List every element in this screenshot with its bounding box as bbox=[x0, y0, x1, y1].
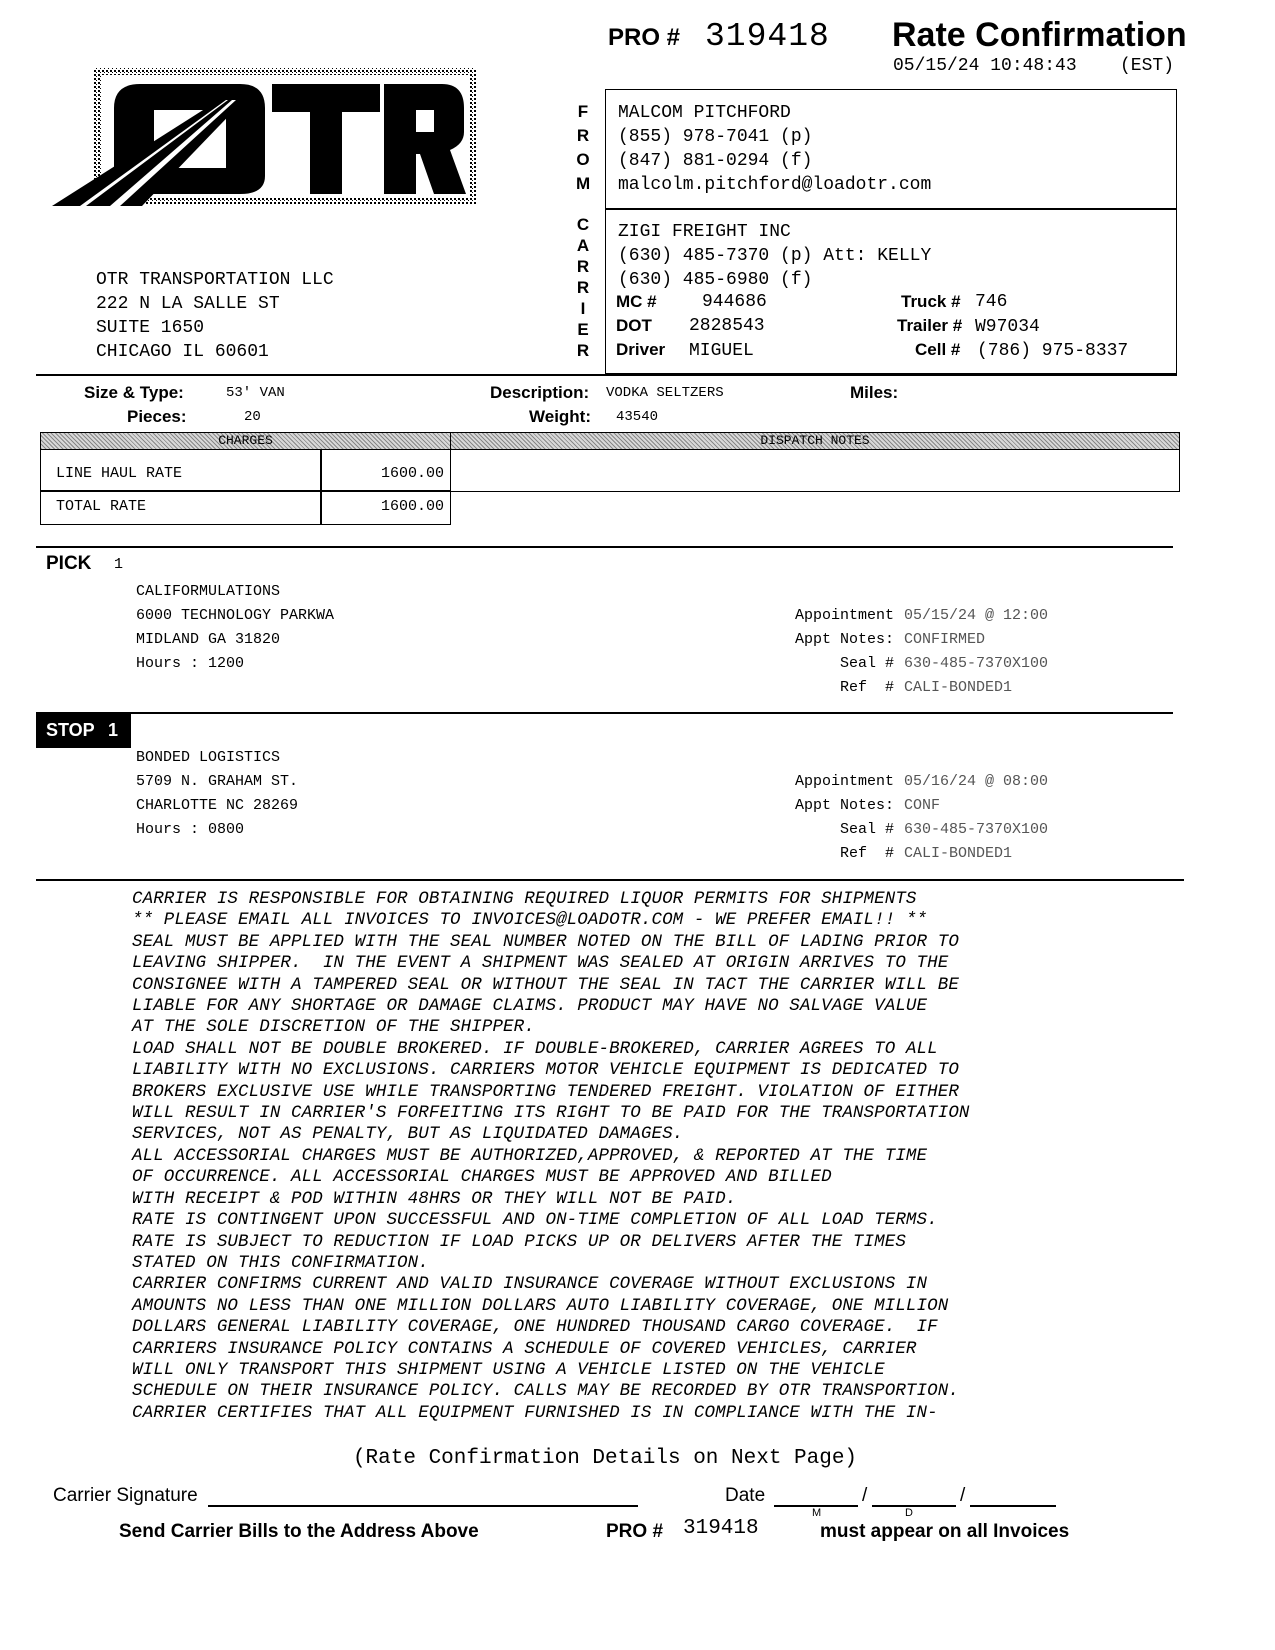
carrier-side-label: CARRIER bbox=[576, 215, 590, 360]
terms-line: LIABLE FOR ANY SHORTAGE OR DAMAGE CLAIMS. PRODUCT MAY HAVE NO SALVAGE VALUE bbox=[132, 996, 928, 1017]
ref-label: Ref # bbox=[839, 679, 894, 696]
trailer-label: Trailer # bbox=[897, 316, 963, 335]
terms-line: WILL ONLY TRANSPORT THIS SHIPMENT USING A VEHICLE LISTED ON THE VEHICLE bbox=[132, 1359, 885, 1380]
pro-number: 319418 bbox=[705, 18, 830, 55]
cell-label: Cell # bbox=[915, 340, 961, 359]
terms-line: LOAD SHALL NOT BE DOUBLE BROKERED. IF DOUBLE-BROKERED, CARRIER AGREES TO ALL bbox=[132, 1038, 938, 1059]
pick-name: CALIFORMULATIONS bbox=[136, 583, 281, 600]
terms-line: LIABILITY WITH NO EXCLUSIONS. CARRIERS MOTOR VEHICLE EQUIPMENT IS DEDICATED TO bbox=[132, 1060, 959, 1081]
terms-line: DOLLARS GENERAL LIABILITY COVERAGE, ONE HUNDRED THOUSAND CARGO COVERAGE. IF bbox=[132, 1317, 938, 1338]
pick-rule bbox=[36, 546, 1173, 548]
driver-label: Driver bbox=[616, 340, 666, 359]
send-bills-note: Send Carrier Bills to the Address Above bbox=[119, 1521, 479, 1542]
print-datetime: 05/15/24 10:48:43 bbox=[893, 56, 1077, 76]
weight-value: 43540 bbox=[616, 409, 659, 425]
terms-line: WILL RESULT IN CARRIER'S FORFEITING ITS RIGHT TO BE PAID FOR THE TRANSPORTATION bbox=[132, 1103, 970, 1124]
dispatch-notes-box bbox=[450, 449, 1180, 492]
from-email[interactable]: malcolm.pitchford@loadotr.com bbox=[618, 175, 932, 195]
ref-label: Ref # bbox=[839, 845, 894, 862]
terms-line: CONSIGNEE WITH A TAMPERED SEAL OR WITHOUT THE SEAL IN TACT THE CARRIER WILL BE bbox=[132, 974, 959, 995]
terms-block bbox=[132, 889, 970, 1424]
carrier-contact bbox=[618, 220, 931, 292]
appointment-value: 05/15/24 @ 12:00 bbox=[904, 607, 1049, 624]
charge-label: LINE HAUL RATE bbox=[56, 465, 183, 482]
pieces-value: 20 bbox=[244, 409, 261, 425]
signature-label: Carrier Signature bbox=[53, 1485, 198, 1506]
date-day-line[interactable] bbox=[872, 1505, 956, 1507]
charge-amount: 1600.00 bbox=[380, 498, 444, 515]
next-page-note: (Rate Confirmation Details on Next Page) bbox=[352, 1447, 858, 1470]
terms-line: OF OCCURRENCE. ALL ACCESSORIAL CHARGES MUST BE APPROVED AND BILLED bbox=[132, 1167, 832, 1188]
pick-street: 6000 TECHNOLOGY PARKWA bbox=[136, 607, 335, 624]
signature-line[interactable] bbox=[208, 1505, 638, 1507]
pieces-label: Pieces: bbox=[127, 407, 187, 426]
pick-address bbox=[136, 580, 334, 676]
company-name: OTR TRANSPORTATION LLC bbox=[96, 270, 334, 290]
company-suite: SUITE 1650 bbox=[96, 318, 205, 338]
ref-value: CALI-BONDED1 bbox=[904, 679, 1013, 696]
appointment-value: 05/16/24 @ 08:00 bbox=[904, 773, 1049, 790]
truck-number: 746 bbox=[975, 292, 1008, 312]
appointment-label: Appointment bbox=[794, 607, 894, 624]
appt-notes-value: CONFIRMED bbox=[904, 631, 986, 648]
charge-label: TOTAL RATE bbox=[56, 498, 147, 515]
terms-line: BROKERS EXCLUSIVE USE WHILE TRANSPORTING TENDERED FREIGHT. VIOLATION OF EITHER bbox=[132, 1081, 959, 1102]
page-title: Rate Confirmation bbox=[892, 16, 1187, 54]
terms-line: SERVICES, NOT AS PENALTY, BUT AS LIQUIDATED DAMAGES. bbox=[132, 1124, 684, 1145]
otr-logo bbox=[50, 66, 480, 208]
stop-appt-values bbox=[904, 770, 1048, 866]
trailer-number: W97034 bbox=[975, 317, 1040, 337]
pick-hours: Hours : 1200 bbox=[136, 655, 245, 672]
terms-line: CARRIER CONFIRMS CURRENT AND VALID INSURANCE COVERAGE WITHOUT EXCLUSIONS IN bbox=[132, 1274, 928, 1295]
size-type-value: 53' VAN bbox=[226, 385, 285, 401]
header-rule bbox=[36, 374, 1177, 376]
driver-name: MIGUEL bbox=[689, 341, 754, 361]
stop-hours: Hours : 0800 bbox=[136, 821, 245, 838]
from-name: MALCOM PITCHFORD bbox=[618, 103, 791, 123]
charges-header: CHARGES bbox=[218, 433, 273, 448]
seal-value: 630-485-7370X100 bbox=[904, 655, 1049, 672]
from-phone: (855) 978-7041 (p) bbox=[618, 127, 813, 147]
seal-label: Seal # bbox=[839, 821, 894, 838]
appt-notes-label: Appt Notes: bbox=[794, 797, 894, 814]
dot-number: 2828543 bbox=[689, 316, 765, 336]
carrier-fax: (630) 485-6980 (f) bbox=[618, 270, 813, 290]
carrier-phone: (630) 485-7370 (p) Att: KELLY bbox=[618, 246, 932, 266]
terms-line: RATE IS CONTINGENT UPON SUCCESSFUL AND ON-TIME COMPLETION OF ALL LOAD TERMS. bbox=[132, 1210, 938, 1231]
pick-city: MIDLAND GA 31820 bbox=[136, 631, 281, 648]
stop-address bbox=[136, 746, 298, 842]
mc-number: 944686 bbox=[702, 292, 767, 312]
terms-rule bbox=[36, 879, 1184, 881]
appt-notes-label: Appt Notes: bbox=[794, 631, 894, 648]
from-contact bbox=[618, 101, 931, 197]
date-slash: / bbox=[862, 1485, 868, 1506]
company-city: CHICAGO IL 60601 bbox=[96, 342, 269, 362]
charge-amount: 1600.00 bbox=[380, 465, 444, 482]
stop-name: BONDED LOGISTICS bbox=[136, 749, 281, 766]
appointment-label: Appointment bbox=[794, 773, 894, 790]
terms-line: AMOUNTS NO LESS THAN ONE MILLION DOLLARS AUTO LIABILITY COVERAGE, ONE MILLION bbox=[132, 1295, 949, 1316]
stop-appt-labels bbox=[740, 770, 894, 866]
stop-city: CHARLOTTE NC 28269 bbox=[136, 797, 299, 814]
cell-number: (786) 975-8337 bbox=[977, 341, 1129, 361]
ref-value: CALI-BONDED1 bbox=[904, 845, 1013, 862]
date-label: Date bbox=[725, 1485, 766, 1506]
terms-line: ALL ACCESSORIAL CHARGES MUST BE AUTHORIZED,APPROVED, & REPORTED AT THE TIME bbox=[132, 1145, 928, 1166]
company-street: 222 N LA SALLE ST bbox=[96, 294, 280, 314]
stop-street: 5709 N. GRAHAM ST. bbox=[136, 773, 299, 790]
stop-label: STOP bbox=[46, 720, 95, 740]
size-type-label: Size & Type: bbox=[84, 383, 184, 402]
pick-appt-labels bbox=[740, 604, 894, 700]
carrier-name: ZIGI FREIGHT INC bbox=[618, 222, 791, 242]
dispatch-notes-header: DISPATCH NOTES bbox=[760, 433, 870, 448]
from-fax: (847) 881-0294 (f) bbox=[618, 151, 813, 171]
terms-line: ** PLEASE EMAIL ALL INVOICES TO INVOICES@LOADOTR.COM - WE PREFER EMAIL!! ** bbox=[132, 910, 928, 931]
terms-line: SEAL MUST BE APPLIED WITH THE SEAL NUMBER NOTED ON THE BILL OF LADING PRIOR TO bbox=[132, 931, 959, 952]
terms-line: CARRIER IS RESPONSIBLE FOR OBTAINING REQUIRED LIQUOR PERMITS FOR SHIPMENTS bbox=[132, 889, 917, 909]
pick-number: 1 bbox=[114, 556, 124, 573]
date-year-line[interactable] bbox=[970, 1505, 1056, 1507]
charges-row-divider bbox=[40, 490, 451, 492]
seal-label: Seal # bbox=[839, 655, 894, 672]
terms-line: CARRIERS INSURANCE POLICY CONTAINS A SCHEDULE OF COVERED VEHICLES, CARRIER bbox=[132, 1338, 917, 1359]
seal-value: 630-485-7370X100 bbox=[904, 821, 1049, 838]
truck-label: Truck # bbox=[901, 292, 961, 311]
terms-line: WITH RECEIPT & POD WITHIN 48HRS OR THEY WILL NOT BE PAID. bbox=[132, 1188, 737, 1209]
stop-rule bbox=[36, 712, 1173, 714]
month-label: M bbox=[812, 1507, 822, 1519]
terms-line: LEAVING SHIPPER. IN THE EVENT A SHIPMENT WAS SEALED AT ORIGIN ARRIVES TO THE bbox=[132, 953, 949, 974]
dot-label: DOT bbox=[616, 316, 652, 335]
description-value: VODKA SELTZERS bbox=[606, 385, 724, 401]
terms-line: RATE IS SUBJECT TO REDUCTION IF LOAD PICKS UP OR DELIVERS AFTER THE TIMES bbox=[132, 1231, 906, 1252]
stop-number: 1 bbox=[108, 720, 119, 740]
date-slash: / bbox=[960, 1485, 966, 1506]
pick-label: PICK bbox=[46, 553, 92, 574]
day-label: D bbox=[905, 1507, 913, 1519]
contact-divider bbox=[605, 208, 1177, 210]
pick-appt-values bbox=[904, 604, 1048, 700]
from-side-label: FROM bbox=[576, 102, 591, 193]
appt-notes-value: CONF bbox=[904, 797, 941, 814]
company-address bbox=[96, 268, 334, 364]
must-appear-note: must appear on all Invoices bbox=[820, 1521, 1070, 1542]
terms-line: AT THE SOLE DISCRETION OF THE SHIPPER. bbox=[132, 1017, 535, 1038]
terms-line: CARRIER CERTIFIES THAT ALL EQUIPMENT FURNISHED IS IN COMPLIANCE WITH THE IN- bbox=[132, 1402, 938, 1423]
pro-label: PRO # bbox=[608, 24, 681, 51]
miles-label: Miles: bbox=[850, 383, 899, 402]
description-label: Description: bbox=[490, 383, 590, 402]
terms-line: SCHEDULE ON THEIR INSURANCE POLICY. CALLS MAY BE RECORDED BY OTR TRANSPORTION. bbox=[132, 1381, 959, 1402]
weight-label: Weight: bbox=[529, 407, 592, 426]
mc-label: MC # bbox=[616, 292, 657, 311]
timezone: (EST) bbox=[1120, 56, 1175, 76]
terms-line: STATED ON THIS CONFIRMATION. bbox=[132, 1252, 429, 1273]
footer-pro-label: PRO # bbox=[606, 1521, 664, 1542]
footer-pro-number: 319418 bbox=[683, 1517, 759, 1540]
